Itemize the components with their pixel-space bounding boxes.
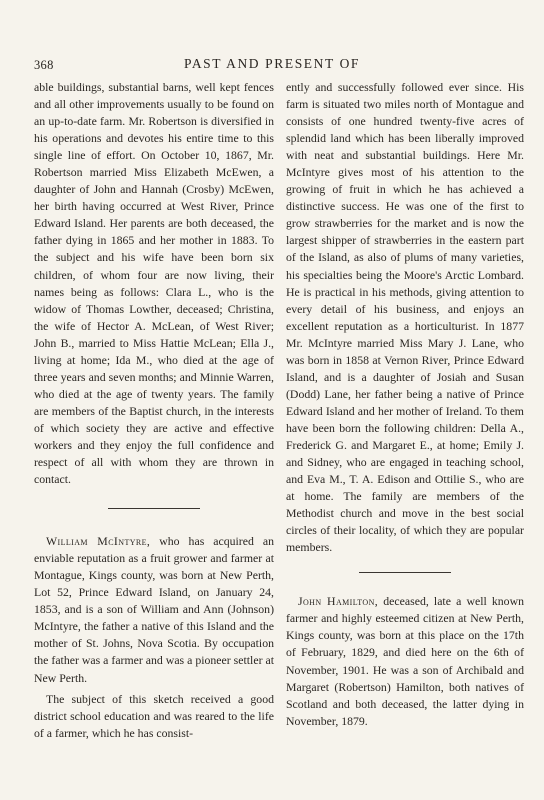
left-column — [34, 79, 274, 742]
mcintyre-name: William McIntyre, — [46, 534, 151, 549]
right-column — [286, 79, 524, 730]
running-title: PAST AND PRESENT OF — [183, 56, 361, 71]
hamilton-paragraph — [286, 593, 524, 729]
mcintyre-continuation-paragraph: ently and successfully followed ever since. His farm is situated two miles north of Montague and consists of one hundred twenty-five acres of splendid land which has been liberally improved with neat and substantial buildings. Here Mr. McIntyre gives most of his attention to the growing of fruit in which he has achieved a distinctive success. He was one of the first to grow strawberries for the market and is now the largest shipper of strawberries in the eastern part of the Island, as also of plums of many varieties, his specialties being the Moore's Arctic Lombard. He is practical in his methods, giving attention to every detail of his business, and enjoys an excellent reputation as a horticulturist. In 1877 Mr. McIntyre married Miss Mary J. Lane, who was born in 1858 at Vernon River, Prince Edward Island, and is a daughter of Josiah and Susan (Dodd) Lane, her father being a native of Prince Edward Island and her mother of Ireland. To them have been born the following children: Della A., Frederick G. and Margaret E., at home; Emily J. and Sidney, who are engaged in teaching school, and Eva M., T. A. Edison and Ottilie S., who are at home. The family are members of the Methodist church and move in the best social circles of their locality, of which they are popular members. — [286, 80, 524, 555]
page-number: 368 — [34, 58, 54, 72]
robertson-continuation-paragraph: able buildings, substantial barns, well kept fences and all other improvements usually to be found on an up-to-date farm. Mr. Robertson is diversified in his operations and devotes his entire time to this single line of effort. On October 10, 1867, Mr. Robertson married Miss Elizabeth McEwen, a daughter of John and Hannah (Crosby) McEwen, her birth having occurred at West River, Prince Edward Island. Her parents are both deceased, the father dying in 1865 and her mother in 1883. To the subject and his wife have been born six children, of whom four are now living, their names being as follows: Clara L., who is the widow of Thomas Lowther, deceased; Christina, the wife of Hector A. McLean, of West River; John B., married to Miss Hattie McLean; Ella J., living at home; Ida M., who died at the age of three years and seven months; and Minnie Warren, who died at the age of twenty years. The family are members of the Baptist church, in the interests of which society they are active and effective workers and they enjoy the full confidence and respect of all with whom they are thrown in contact. — [34, 80, 274, 487]
mcintyre-education-paragraph: The subject of this sketch received a good district school education and was reared to the life of a farmer, which he has consist- — [34, 691, 274, 740]
mcintyre-intro-text: who has acquired an enviable reputation as a fruit grower and farmer at Montague, Kings county, was born at New Perth, Lot 52, Prince Edward Island, on January 24, 1853, and is a son of William and Ann (Johnson) McIntyre, the father a native of this Island and the mother of St. Johns, Nova Scotia. By occupation the father was a farmer and was a pioneer settler at New Perth. — [34, 534, 274, 685]
mcintyre-intro-paragraph — [34, 533, 274, 686]
hamilton-text: deceased, late a well known farmer and highly esteemed citizen at New Perth, Kings county, was born at this place on the 17th of February, 1829, and died here on the 6th of November, 1901. He was a son of Archibald and Margaret (Robertson) Hamilton, both natives of Scotland and both deceased, the latter dying in November, 1879. — [286, 594, 525, 728]
hamilton-name: John Hamilton, — [298, 594, 379, 609]
section-divider — [108, 508, 200, 509]
section-divider — [359, 572, 451, 573]
